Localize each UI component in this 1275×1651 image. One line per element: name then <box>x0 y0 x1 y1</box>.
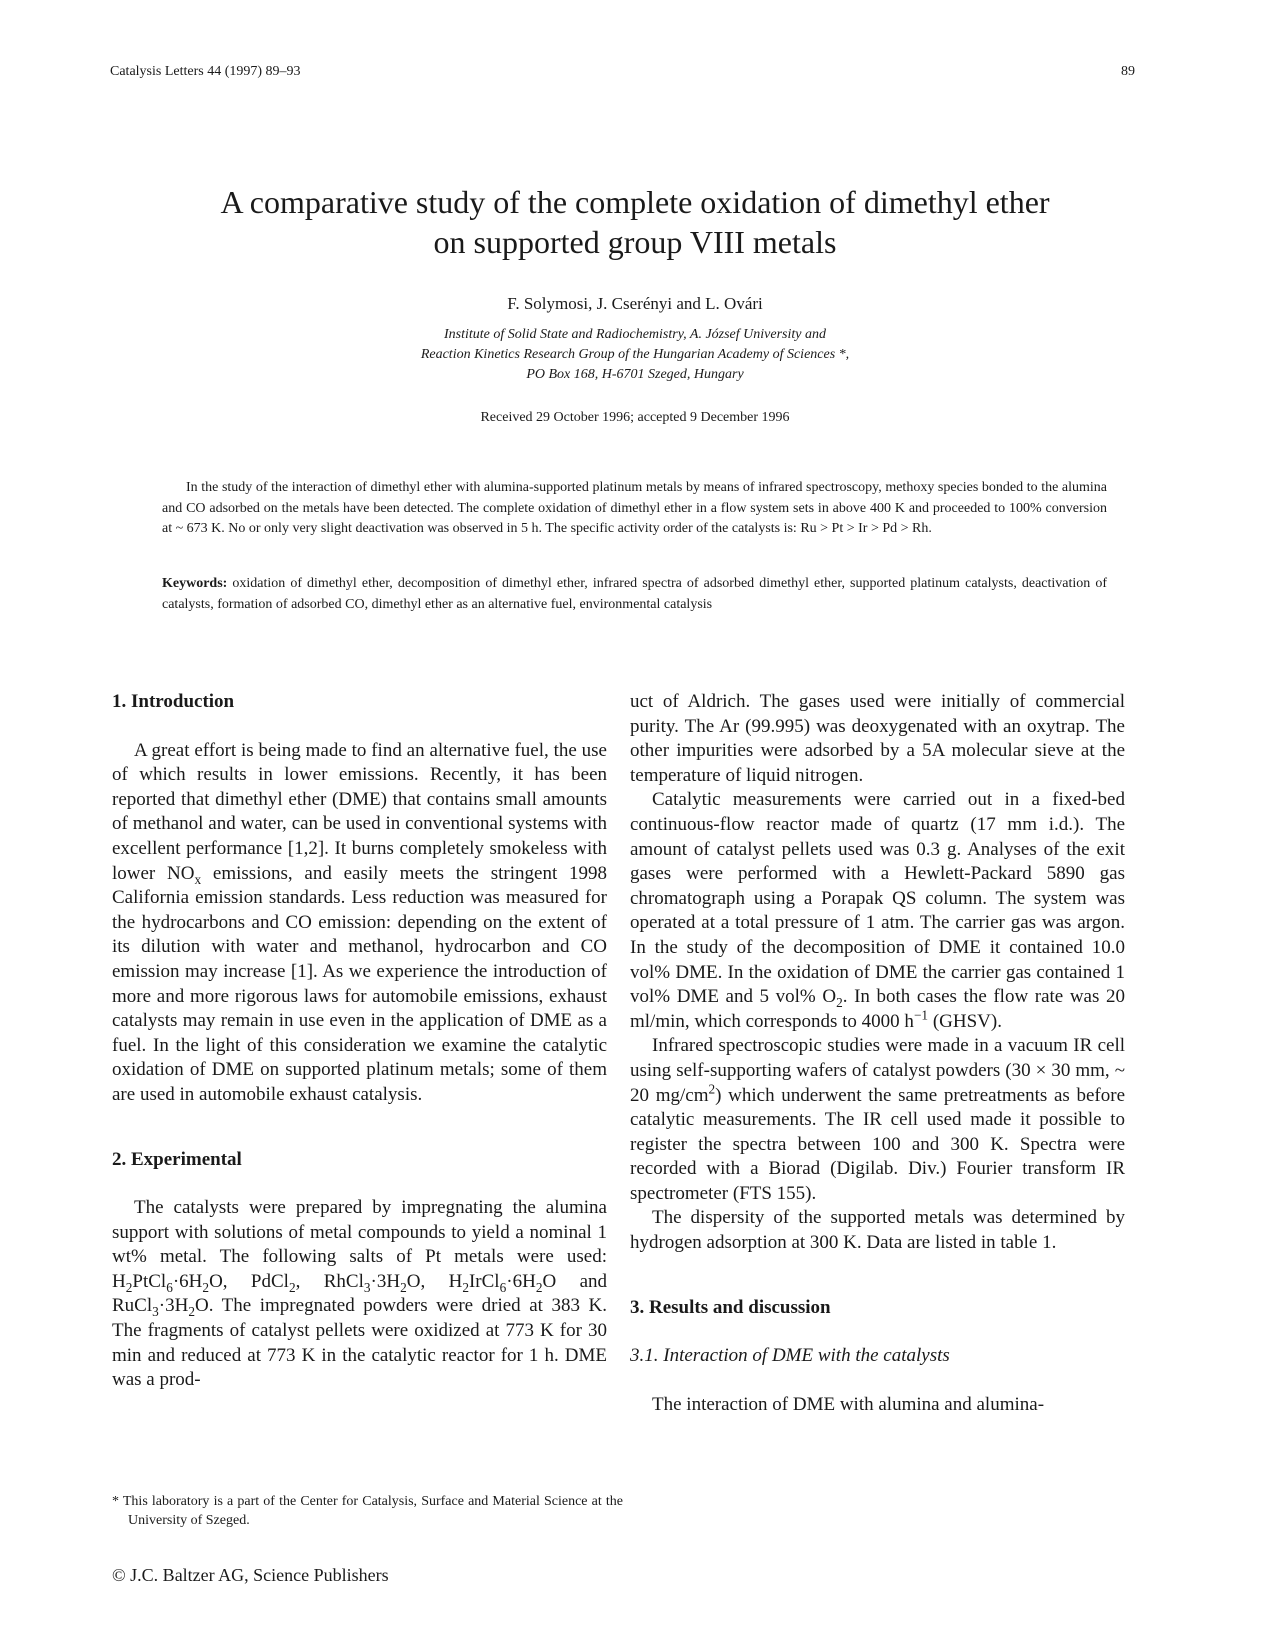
keywords <box>162 574 1107 615</box>
title-line-1: A comparative study of the complete oxidation of dimethyl ether <box>220 184 1050 220</box>
keywords-text: oxidation of dimethyl ether, decomposition of dimethyl ether, infrared spectra of adsorbed dimethyl ether, supported platinum catalysts, deactivation of catalysts, formation of adsorbed CO, dimethyl ether as an alternative fuel, environmental catalysis <box>162 576 1107 612</box>
affiliation-line-1: Institute of Solid State and Radiochemistry, A. József University and <box>444 327 826 342</box>
affiliation-line-3: PO Box 168, H-6701 Szeged, Hungary <box>526 367 744 382</box>
section-heading-introduction: 1. Introduction <box>112 691 235 712</box>
affiliation <box>110 325 1160 385</box>
left-column <box>112 690 607 1393</box>
publisher-line: © J.C. Baltzer AG, Science Publishers <box>112 1565 389 1585</box>
abstract: In the study of the interaction of dimethyl ether with alumina-supported platinum metals by means of infrared spectroscopy, methoxy species bonded to the alumina and CO adsorbed on the metals have been detected. The complete oxidation of dimethyl ether in a flow system sets in above 400 K and proceeded to 100% conversion at ~ 673 K. No or only very slight deactivation was observed in 5 h. The specific activity order of the catalysts is: Ru > Pt > Ir > Pd > Rh. <box>162 480 1107 536</box>
affiliation-line-2: Reaction Kinetics Research Group of the Hungarian Academy of Sciences *, <box>420 347 850 362</box>
results-paragraph-1: The interaction of DME with alumina and alumina- <box>652 1393 1045 1415</box>
received-dates: Received 29 October 1996; accepted 9 December 1996 <box>480 410 790 425</box>
page-number: 89 <box>1121 64 1135 79</box>
title-line-2: on supported group VIII metals <box>433 224 837 260</box>
experimental-paragraph-1: The catalysts were prepared by impregnating the alumina support with solutions of metal compounds to yield a nominal 1 wt% metal. The following salts of Pt metals were used: $H_2PtCl_6\cdot 6H_2O$, PdCl$_2$, $RhCl_3\cdot 3H_2O$, $H_2IrCl_6\cdot 6H_2O$ and $RuCl_3\cdot 3H_2O$. The impregnated powders were dried at 383 K. The fragments of catalyst pellets were oxidized at 773 K for 30 min and reduced at 773 K in the catalytic reactor for 1 h. DME was a prod- <box>112 1197 608 1391</box>
keywords-label: Keywords: <box>162 576 228 591</box>
right-column <box>630 690 1125 1417</box>
subsection-heading-interaction: 3.1. Interaction of DME with the catalysts <box>630 1345 950 1367</box>
intro-paragraph: A great effort is being made to find an alternative fuel, the use of which results in lower emissions. Recently, it has been reported that dimethyl ether (DME) that contains small amounts of methanol and water, can be used in conventional systems with excellent performance [1,2]. It burns completely smokeless with lower $NO_x$ emissions, and easily meets the stringent 1998 California emission standards. Less reduction was measured for the hydrocarbons and CO emission: depending on the extent of its dilution with water and methanol, hydrocarbon and CO emission may increase [1]. As we experience the introduction of more and more rigorous laws for automobile emissions, exhaust catalysts may remain in use even in the application of DME as a fuel. In the light of this consideration we examine the catalytic oxidation of DME on supported platinum metals; some of them are used in automobile exhaust catalysis. <box>112 739 608 1105</box>
experimental-paragraph-4: The dispersity of the supported metals was determined by hydrogen adsorption at 300 K. Data are listed in table 1. <box>630 1207 1125 1254</box>
experimental-paragraph-1-continued: uct of Aldrich. The gases used were initially of commercial purity. The Ar (99.995) was deoxygenated with an oxytrap. The other impurities were adsorbed by a 5A molecular sieve at the temperature of liquid nitrogen. <box>630 691 1125 786</box>
section-heading-results: 3. Results and discussion <box>630 1296 831 1318</box>
section-heading-experimental: 2. Experimental <box>112 1148 242 1170</box>
authors: F. Solymosi, J. Cserényi and L. Ovári <box>507 294 763 313</box>
experimental-paragraph-3: Infrared spectroscopic studies were made in a vacuum IR cell using self-supporting wafers of catalyst powders (30 × 30 mm, ~ 20 $mg/cm^2$) which underwent the same pretreatments as before catalytic measurements. The IR cell used made it possible to register the spectra between 100 and 300 K. Spectra were recorded with a Biorad (Digilab. Div.) Fourier transform IR spectrometer (FTS 155). <box>630 1035 1125 1204</box>
running-head: Catalysis Letters 44 (1997) 89–93 <box>110 64 301 79</box>
footnote: * This laboratory is a part of the Center for Catalysis, Surface and Material Science at the University of Szeged. <box>112 1494 623 1528</box>
experimental-paragraph-2: Catalytic measurements were carried out in a fixed-bed continuous-flow reactor made of quartz (17 mm i.d.). The amount of catalyst pellets used was 0.3 g. Analyses of the exit gases were performed with a Hewlett-Packard 5890 gas chromatograph using a Porapak QS column. The system was operated at a total pressure of 1 atm. The carrier gas was argon. In the study of the decomposition of DME it contained 10.0 vol% DME. In the oxidation of DME the carrier gas contained 1 vol% DME and 5 vol% $O_2$. In both cases the flow rate was 20 ml/min, which corresponds to 4000 $h^{-1}$ (GHSV). <box>630 789 1125 1032</box>
paper-title <box>110 182 1160 262</box>
